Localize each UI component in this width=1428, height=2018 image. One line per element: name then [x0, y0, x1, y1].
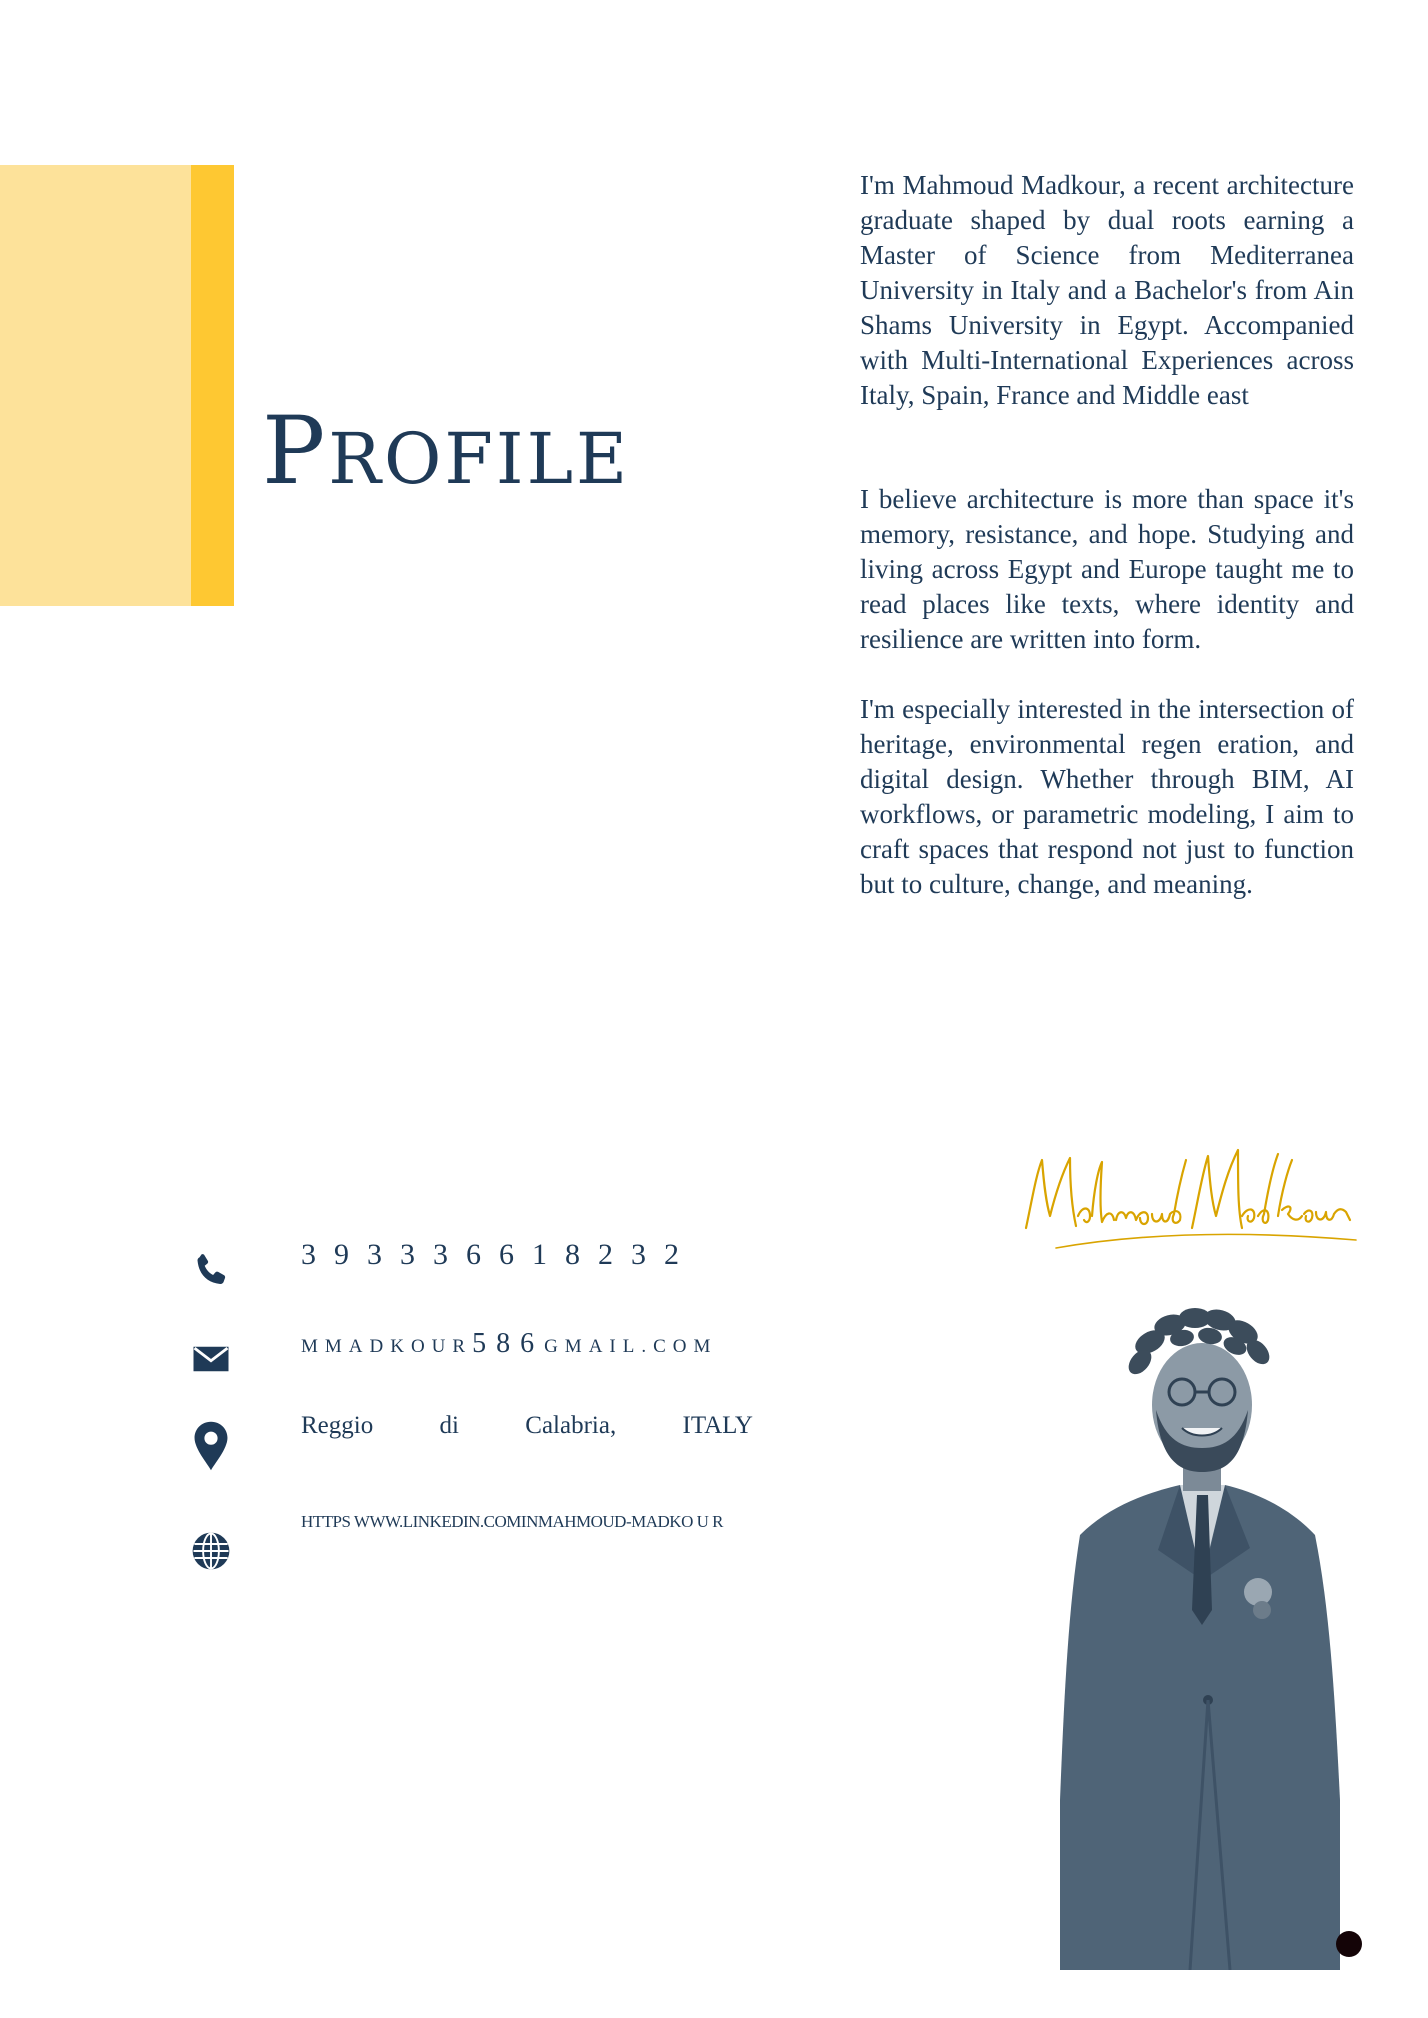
portrait-figure — [1040, 1280, 1360, 1970]
location-word-4: ITALY — [682, 1412, 753, 1439]
title-initial: P — [262, 397, 329, 506]
signature-drawing — [1016, 1130, 1364, 1258]
location — [301, 1412, 753, 1440]
phone-number[interactable]: 393336618232 — [301, 1238, 697, 1271]
title-rest: ROFILE — [328, 418, 631, 500]
bio-paragraph-2: I believe architecture is more than space it's memory, resistance, and hope. Studying and living across Egypt and Europe taught me to read places like texts, where identity and resilience are written into form. — [860, 484, 1354, 654]
accent-block-dark — [191, 165, 234, 606]
phone-icon — [190, 1250, 232, 1292]
bio-paragraph-1: I'm Mahmoud Madkour, a recent architecture graduate shaped by dual roots earning a Master of Science from Mediterranea University in Italy and a Bachelor's from Ain Shams University in Egypt. Accompanied with Multi-International Experiences across Italy, Spain, France and Middle east — [860, 170, 1354, 410]
location-pin-icon — [190, 1420, 232, 1472]
mail-icon — [190, 1338, 232, 1380]
email-address[interactable] — [301, 1328, 753, 1360]
location-word-2: di — [439, 1412, 459, 1439]
bio-paragraph-3: I'm especially interested in the intersection of heritage, environmental regen eration, and digital design. Whether through BIM, AI workflows, or parametric modeling, I aim to craft spaces that respond not just to function but to culture, change, and meaning. — [860, 694, 1354, 899]
email-domain: GMAIL.COM — [544, 1336, 718, 1357]
location-word-1: Reggio — [301, 1412, 374, 1439]
globe-icon — [190, 1530, 232, 1572]
portrait-photo — [1040, 1280, 1360, 1970]
page-title — [262, 397, 631, 506]
accent-block-light — [0, 165, 191, 606]
decorative-dot — [1336, 1931, 1362, 1957]
location-word-3: Calabria, — [525, 1412, 617, 1439]
website-link[interactable]: HTTPS WWW.LINKEDIN.COMINMAHMOUD-MADKO U R — [301, 1512, 723, 1531]
email-number: 586 — [472, 1328, 545, 1359]
signature — [1016, 1130, 1364, 1258]
email-prefix: MMADKOUR — [301, 1336, 473, 1357]
